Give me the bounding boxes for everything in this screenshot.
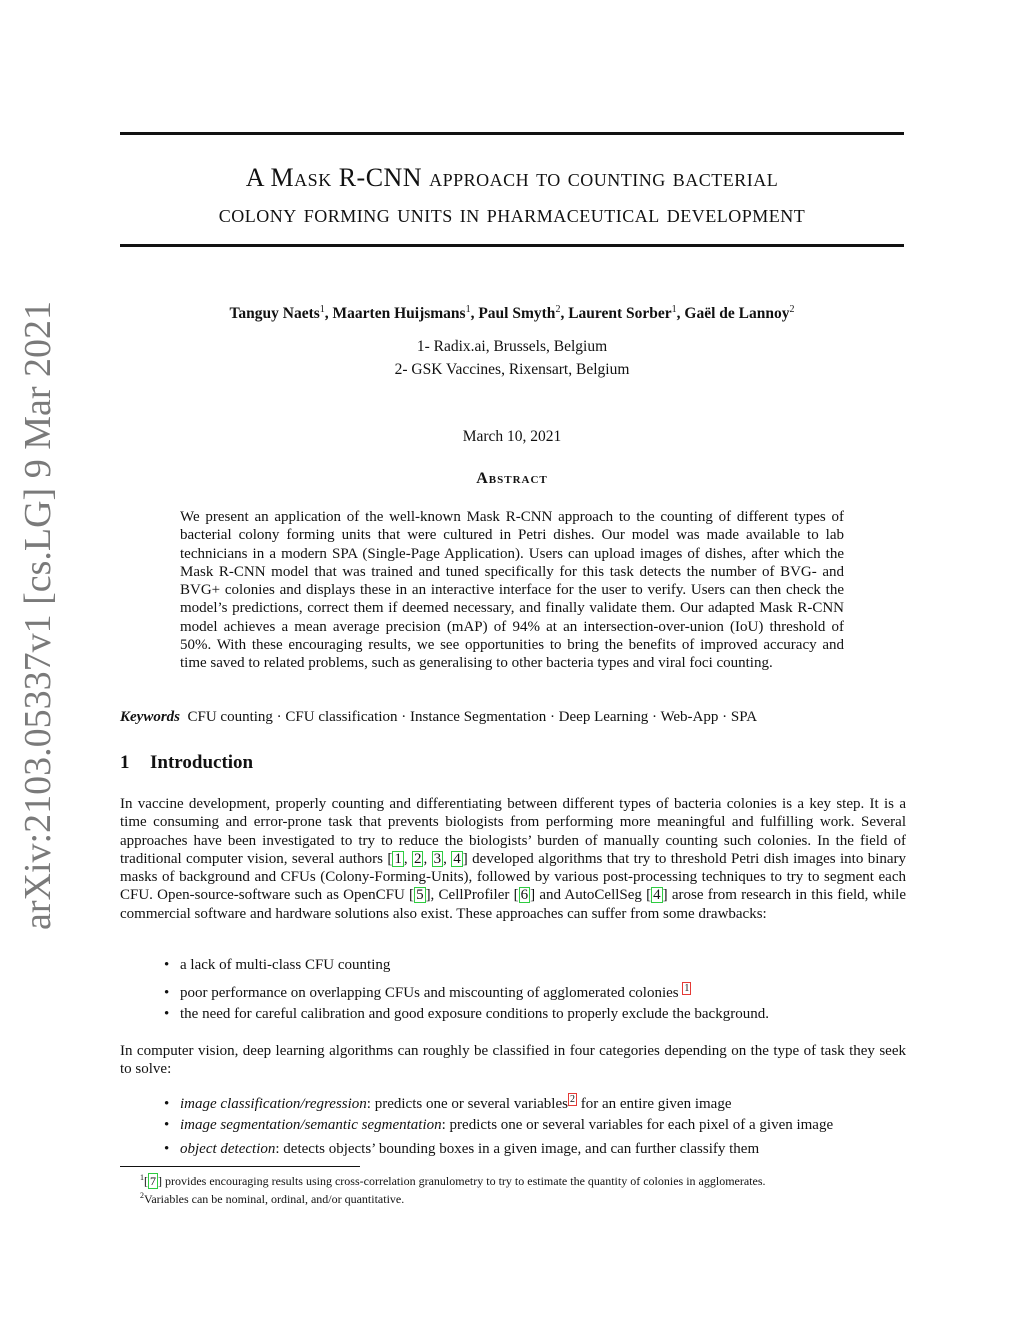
author-affiliation-mark: 2 — [789, 304, 795, 315]
author-affiliation-mark: 1 — [671, 304, 677, 315]
author-affiliation-mark: 1 — [465, 304, 471, 315]
arxiv-stamp: arXiv:2103.05337v1 [cs.LG] 9 Mar 2021 — [17, 300, 59, 930]
footnote-1: $^1$[ 7 ] provides encouraging results using cross-correlation granulometry to try to estimate the quantity of colonies in agglomerates. — [140, 1173, 766, 1188]
abstract-text: We present an application of the well-known Mask R-CNN approach to the counting of different types of bacterial colony forming units that were cultured in Petri dishes. Our model was made available to lab technicians in a modern SPA (Single-Page Application). Users can upload images of dishes, after which the Mask R-CNN model that was trained and tuned specifically for this task detects the number of BVG- and BVG+ colonies and displays these in an interactive interface for the user to verify. Users can then check the model’s predictions, correct them if deemed necessary, and finally validate them. Our adapted Mask R-CNN model achieves a mean average precision (mAP) of 94% at an intersection-over-union (IoU) threshold of 50%. With these encouraging results, we see opportunities to bring the benefits of improved accuracy and time saved to related problems, such as generalising to other bacteria types and viral foci counting. — [180, 509, 844, 672]
affiliation-1: 1- Radix.ai, Brussels, Belgium — [416, 338, 608, 355]
citation-link[interactable]: 5 — [416, 887, 424, 904]
list-item: • poor performance on overlapping CFUs and miscounting of agglomerated colonies 1 — [164, 983, 690, 1001]
intro-paragraph-1: In vaccine development, properly counting and differentiating between different types of bacteria colonies is a key step. It is a time consuming and error-prone task that prevents biologists from performing more meaningful and fulfilling work. Several approaches have been investigated to try to reduce the biologists’ burden of manually counting such colonies. In the field of traditional computer vision, several authors [ 1 , 2 , 3 , 4 ] developed algorithms that try to threshold Petri dish images into binary masks of background and CFUs (Colony-Forming-Units), followed by various post-processing techniques to try to segment each CFU. Open-source-software such as OpenCFU [ 5 ], CellProfiler [ 6 ] and AutoCellSeg [ 4 ] arose from research in this field, while commercial software and hardware solutions also exist. These approaches can suffer from some drawbacks: — [120, 796, 907, 922]
title-top-rule — [120, 132, 904, 135]
paper-title-line-2: colony forming units in pharmaceutical development — [218, 199, 806, 228]
intro-paragraph-2: In computer vision, deep learning algorithms can roughly be classified in four categories depending on the type of task they seek to solve: — [120, 1043, 906, 1078]
author-list: Tanguy Naets$^1$, Maarten Huijsmans$^1$, Paul Smyth$^2$, Laurent Sorber$^1$, Gaël de Lannoy$^2$ — [229, 304, 795, 323]
citation-link[interactable]: 4 — [653, 887, 661, 904]
footnote-link[interactable]: 1 — [684, 983, 690, 994]
author-name: Tanguy Naets — [229, 305, 320, 323]
section-heading — [120, 752, 253, 774]
abstract-heading: Abstract — [476, 470, 548, 487]
list-item: • object detection: detects objects’ bounding boxes in a given image, and can further classify them — [164, 1141, 760, 1157]
keywords — [120, 709, 904, 726]
list-item: • image segmentation/semantic segmentation: predicts one or several variables for each pixel of a given image — [164, 1117, 834, 1133]
list-item: • the need for careful calibration and good exposure conditions to properly exclude the background. — [164, 1006, 769, 1022]
list-item: • image classification/regression: predicts one or several variables 2 for an entire given image — [164, 1094, 732, 1112]
author-name: Maarten Huijsmans — [332, 305, 466, 323]
footnote-rule — [120, 1166, 360, 1167]
title-bottom-rule — [120, 244, 904, 247]
section-number: 1 — [120, 752, 130, 773]
keywords-label: Keywords — [120, 709, 180, 725]
list-item: • a lack of multi-class CFU counting — [164, 957, 391, 973]
section-title: Introduction — [150, 752, 254, 773]
citation-link[interactable]: 2 — [413, 850, 422, 867]
paper-title-line-1: A Mask R-CNN approach to counting bacterial — [245, 163, 779, 192]
citation-link[interactable]: 3 — [433, 850, 442, 867]
affiliation-2: 2- GSK Vaccines, Rixensart, Belgium — [394, 361, 630, 378]
author-name: Laurent Sorber — [568, 305, 672, 323]
citation-link[interactable]: 6 — [520, 887, 529, 904]
author-affiliation-mark: 2 — [555, 304, 561, 315]
citation-link[interactable]: 7 — [150, 1174, 156, 1188]
keywords-list: CFU counting · CFU classification · Instance Segmentation · Deep Learning · Web-App · SPA — [187, 709, 758, 725]
paper-date: March 10, 2021 — [462, 428, 562, 445]
author-affiliation-mark: 1 — [319, 304, 325, 315]
footnote-link[interactable]: 2 — [569, 1094, 575, 1105]
citation-link[interactable]: 4 — [453, 850, 461, 867]
footnote-2: $^2$Variables can be nominal, ordinal, and/or quantitative. — [140, 1191, 405, 1206]
citation-link[interactable]: 1 — [394, 850, 402, 867]
author-name: Paul Smyth — [478, 305, 556, 323]
author-name: Gaël de Lannoy — [684, 305, 790, 323]
